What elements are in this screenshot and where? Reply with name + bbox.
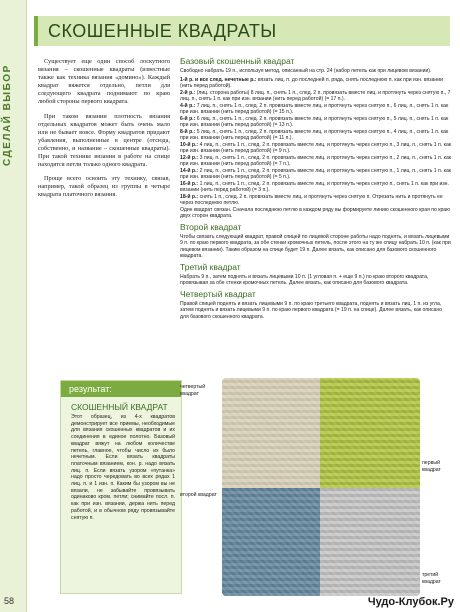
square-first	[320, 378, 420, 488]
row-item	[180, 116, 452, 129]
row-label: 4-й р.:	[180, 102, 196, 109]
row-label: 2-й р.:	[180, 89, 196, 96]
square-second	[222, 488, 320, 596]
row-text: (лиц. сторона работы) 8 лиц. п., снять 1 п., след. 2 п. провязать вместе лиц. и протянуть через снятую п., 7 лиц. п., снять 1 п. как при изн. вязании (нить перед работой) (= 17 п.).	[180, 89, 451, 102]
photo-label-third: третий квадрат	[422, 572, 441, 585]
row-label: 12-й р.:	[180, 154, 199, 161]
square-third	[320, 488, 420, 596]
photo-label-first: первый квадрат	[422, 460, 441, 473]
intro-paragraph: Существует еще один способ лоскутного вязания – скошенные квадраты (известные также как техника вязания «домино»). Каждый квадрат вяжется отдельно, петли для следующего квадрата поднимают по краю любой стороны первого квадрата.	[38, 58, 170, 106]
photo-label-fourth: четвертый квадрат	[180, 384, 206, 397]
intro-paragraph: Проще всего освоить эту технику, связав, например, такой образец из группы в четыре квадрата платочного вязания.	[38, 175, 170, 199]
row-label: 10-й р.:	[180, 141, 199, 148]
square-fourth	[222, 378, 320, 488]
base-outro: Один квадрат связан. Сначала последнюю петлю в каждом ряду вы формируете линию скошенного края по краю двух сторон квадрата.	[180, 206, 450, 219]
knitted-sample-photo	[222, 378, 420, 596]
row-text: 3 лиц. п., снять 1 п., след. 2 п. провязать вместе лиц. и протянуть через снятую п., 2 лиц. п., снять 1 п. как при изн. вязании (нить перед работой) (= 7 п.).	[180, 154, 452, 167]
result-box	[60, 380, 182, 594]
row-text: вязать лиц. п. до последней п. ряда, снять последнюю п. как при изн. вязании (нить перед работой).	[180, 76, 443, 89]
page-number: 58	[4, 596, 15, 606]
row-label: 8-й р.:	[180, 128, 196, 135]
row-item	[180, 168, 452, 181]
second-heading: Второй квадрат	[180, 221, 242, 232]
row-label: 6-й р.:	[180, 115, 196, 122]
base-heading: Базовый скошенный квадрат	[180, 56, 295, 66]
fourth-heading: Четвертый квадрат	[180, 288, 256, 299]
row-text: 5 лиц. п., снять 1 п., след. 2 п. провязать вместе лиц. и протянуть через снятую п., 4 лиц. п., снять 1 п. как при изн. вязании (нить перед работой) (= 11 п.).	[180, 128, 449, 141]
row-item	[180, 77, 452, 90]
instructions-column	[180, 56, 452, 322]
fourth-text: Правой спицей поднять и вязать лицевыми 9 п. по краю третьего квадрата, поднять и вязать лиц. 1 п. из угла, затем поднять и вязать лицевыми 9 п. по краю первого квадрата (= 19 п. на спице). Далее вязать, как описано для базового скошенного квадрата.	[180, 300, 442, 320]
intro-paragraph: При таком вязании плотность вязания отдельных квадратов может быть очень мало или не бывает вовсе. Форму квадратов придают убавления, выполненные в центре (отсюда, собственно, и название – скошенные квадраты). При такой технике вязания в работе на спице находятся петли только одного квадрата.	[38, 112, 170, 169]
row-text: 7 лиц. п., снять 1 п., след. 2 п. провязать вместе лиц. и протянуть через снятую п., 6 лиц. п., снять 1 п. как при изн. вязании (нить перед работой) (= 15 п.).	[180, 102, 449, 115]
row-list	[180, 77, 452, 207]
row-label: 18-й р.:	[180, 193, 199, 200]
row-text: 1 лиц. п., снять 1 п., след. 2 п. провязать вместе лиц. и протянуть через снятую п., снять 1 п. как при изн. вязании (нить перед работой) (= 3 п.).	[180, 180, 449, 193]
row-text: 2 лиц. п., снять 1 п., след. 2 п. провязать вместе лиц. и протянуть через снятую п., 1 лиц. п., снять 1 п. как при изн. вязании (нить перед работой) (= 5 п.).	[180, 167, 452, 180]
title-band	[34, 16, 450, 46]
intro-column	[38, 58, 170, 206]
row-text: 4 лиц. п., снять 1 п., след. 2 п. провязать вместе лиц. и протянуть через снятую п., 3 лиц. п., снять 1 п. как при изн. вязании (нить перед работой) (= 9 п.).	[180, 141, 452, 154]
row-item	[180, 155, 452, 168]
result-title: СКОШЕННЫЙ КВАДРАТ	[71, 402, 168, 412]
row-item	[180, 129, 452, 142]
photo-label-second: второй квадрат	[180, 492, 217, 498]
row-item	[180, 103, 452, 116]
row-item	[180, 181, 452, 194]
base-intro: Свободно набрать 19 п., используя метод, описанный на стр. 24 (набор петель как при лицевом вязании).	[180, 68, 432, 74]
row-label: 16-й р.:	[180, 180, 199, 187]
row-item	[180, 142, 452, 155]
row-label: 14-й р.:	[180, 167, 199, 174]
sidebar	[0, 0, 27, 612]
row-item	[180, 90, 452, 103]
site-logo: Чудо-Клубок.Ру	[367, 596, 454, 608]
page-title: СКОШЕННЫЕ КВАДРАТЫ	[48, 21, 277, 41]
third-text: Набрать 9 п., затем поднять и вязать лицевыми 10 п. (1 угловая п. + еще 9 п.) по краю второго квадрата, провязывая за обе стенки кромочных петель. Далее вязать, как описано для базового квадрата.	[180, 273, 429, 286]
row-text: снять 1 п., след. 2 п. провязать вместе лиц. и протянуть через снятую п. Отрезать нить и протянуть ее через последнюю петлю.	[180, 193, 443, 206]
row-label: 1-й р. и все след. нечетные р.:	[180, 76, 257, 83]
row-text: 6 лиц. п., снять 1 п., след. 2 п. провязать вместе лиц. и протянуть через снятую п., 5 лиц. п., снять 1 п. как при изн. вязании (нить перед работой) (= 13 п.).	[180, 115, 449, 128]
third-heading: Третий квадрат	[180, 261, 241, 272]
sidebar-label: СДЕЛАЙ ВЫБОР	[2, 64, 13, 166]
row-item	[180, 194, 452, 207]
second-text: Чтобы связать следующий квадрат, правой спицей по лицевой стороне работы надо поднять, и вязать лицевыми 9 п. по краю первого квадрата, за обе стенки кромочных петель, после этого на ту же спицу набрать 10 п. (как при лицевом вязании). Таким образом на спице будет 19 п. Далее вязать, как описано для базового скошенного квадрата.	[180, 233, 451, 259]
result-text: Этот образец, из 4-х квадратов демонстрирует все приемы, необходимые для вязания скошенных квадратов и их соединения в единое полотно. Базовый квадрат вяжут на любом количестве петель, главное, чтобы число их было нечетным. Если вязать квадраты платочным вязанием, кон. р. надо вязать лиц. п. Если вязать узором «путанка» надо просто чередовать во всех рядах 1 лиц. п. и 1 изн. п. Каким бы узором вы не вязали, не забывайте провязывать одинаково кром. петли; снимайте посл. п. как при изн. вязании, держа нить перед работой, и в обычном ряду провязывайте снятую п.	[71, 414, 175, 521]
result-heading: результат:	[61, 381, 181, 397]
